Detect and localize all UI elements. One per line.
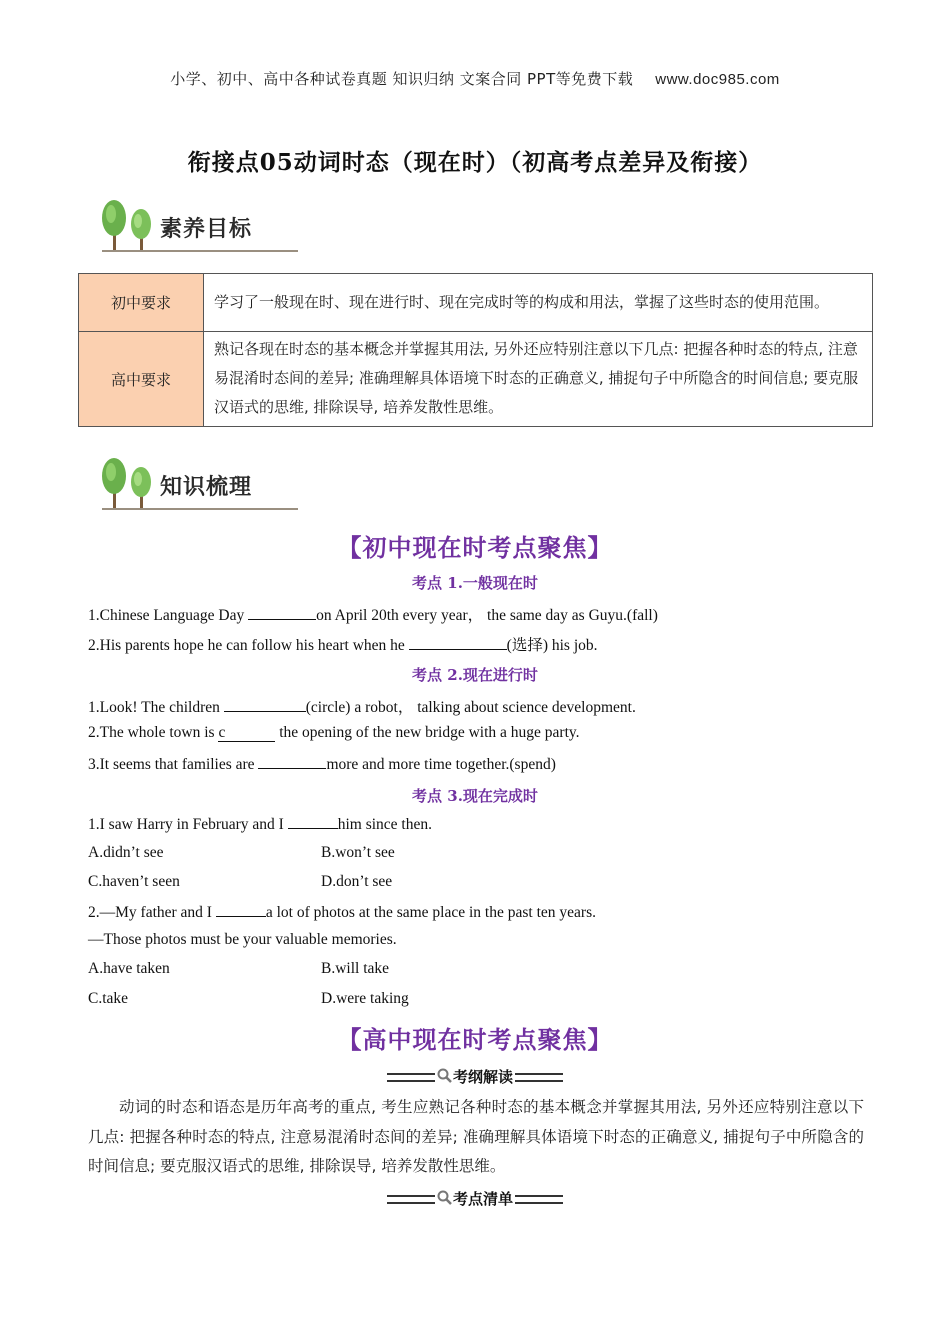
kp3-question-1: 1.I saw Harry in February and I him since then. [88, 816, 432, 833]
junior-section-title: 【初中现在时考点聚焦】 [337, 534, 613, 562]
senior-section-title: 【高中现在时考点聚焦】 [337, 1026, 613, 1054]
magnifier-icon [437, 1190, 453, 1206]
badge-goals-label: 素养目标 [160, 217, 253, 242]
option-d[interactable]: D.were taking [321, 990, 409, 1007]
option-b[interactable]: B.will take [321, 960, 390, 977]
badge-underline [102, 508, 298, 510]
outline-title: 考纲解读 [452, 1068, 513, 1086]
table-row [79, 274, 873, 332]
kp2-title: 考点 2.现在进行时 [412, 666, 538, 684]
outline-text: 动词的时态和语态是历年高考的重点, 考生应熟记各种时态的基本概念并掌握其用法, 另外还应特别注意以下几点: 把握各种时态的特点, 注意易混淆时态间的差异; 准确理解具体语境下时态的正确意义, 捕捉句子中所隐含的时间信息; 要克服汉语式的思维, 排除误导, 培养发散性思维。 [88, 1098, 864, 1175]
kp2-question-3: 3.It seems that families are more and more time together.(spend) [88, 756, 556, 773]
answer-blank[interactable] [216, 902, 266, 917]
divider [387, 1073, 435, 1082]
kp2-question-2: 2.The whole town is c the opening of the new bridge with a huge party. [88, 724, 580, 741]
badge-knowledge-label: 知识梳理 [160, 475, 253, 500]
header-url[interactable]: www.doc985.com [655, 71, 780, 88]
header-text: 小学、初中、高中各种试卷真题 知识归纳 文案合同 PPT等免费下载 [170, 70, 634, 88]
magnifier-icon [437, 1068, 453, 1084]
answer-blank[interactable] [288, 814, 338, 829]
option-b[interactable]: B.won’t see [321, 844, 395, 861]
kp3-question-2: 2.—My father and I a lot of photos at the same place in the past ten years. [88, 904, 596, 921]
goals-head-junior: 初中要求 [79, 274, 204, 332]
option-c[interactable]: C.take [88, 990, 129, 1007]
divider [515, 1195, 563, 1204]
option-c[interactable]: C.haven’t seen [88, 873, 180, 890]
kp1-question-1: 1.Chinese Language Day on April 20th every year， the same day as Guyu.(fall) [88, 607, 658, 624]
tree-icon [96, 196, 158, 256]
badge-underline [102, 250, 298, 252]
kp1-question-2: 2.His parents hope he can follow his heart when he (选择) his job. [88, 637, 598, 654]
answer-blank[interactable]: c [218, 724, 275, 742]
badge-goals [96, 196, 306, 258]
page-header [0, 68, 950, 89]
option-d[interactable]: D.don’t see [321, 873, 393, 890]
answer-blank[interactable] [409, 635, 507, 650]
kp3-question-2-reply: —Those photos must be your valuable memories. [88, 931, 397, 948]
answer-blank[interactable] [258, 754, 326, 769]
option-a[interactable]: A.didn’t see [88, 844, 164, 861]
divider [387, 1195, 435, 1204]
outline-heading [0, 1066, 950, 1087]
list-heading [0, 1188, 950, 1209]
goals-head-senior: 高中要求 [79, 332, 204, 427]
kp1-title: 考点 1.一般现在时 [412, 574, 538, 592]
answer-blank[interactable] [224, 697, 306, 712]
kp3-title: 考点 3.现在完成时 [412, 787, 538, 805]
tree-icon [96, 454, 158, 514]
page-title: 衔接点05动词时态（现在时）（初高考点差异及衔接） [187, 149, 763, 176]
table-row [79, 332, 873, 427]
answer-blank[interactable] [248, 605, 316, 620]
goals-table [78, 273, 873, 427]
badge-knowledge [96, 454, 306, 516]
goals-body-junior: 学习了一般现在时、现在进行时、现在完成时等的构成和用法，掌握了这些时态的使用范围。 [204, 274, 873, 332]
kp2-question-1: 1.Look! The children (circle) a robot， talking about science development. [88, 699, 636, 716]
list-title: 考点清单 [452, 1190, 513, 1208]
divider [515, 1073, 563, 1082]
option-a[interactable]: A.have taken [88, 960, 170, 977]
goals-body-senior: 熟记各现在时态的基本概念并掌握其用法, 另外还应特别注意以下几点: 把握各种时态的特点, 注意易混淆时态间的差异; 准确理解具体语境下时态的正确意义, 捕捉句子中所隐含的时间信息; 要克服汉语式的思维, 排除误导, 培养发散性思维。 [204, 332, 873, 427]
